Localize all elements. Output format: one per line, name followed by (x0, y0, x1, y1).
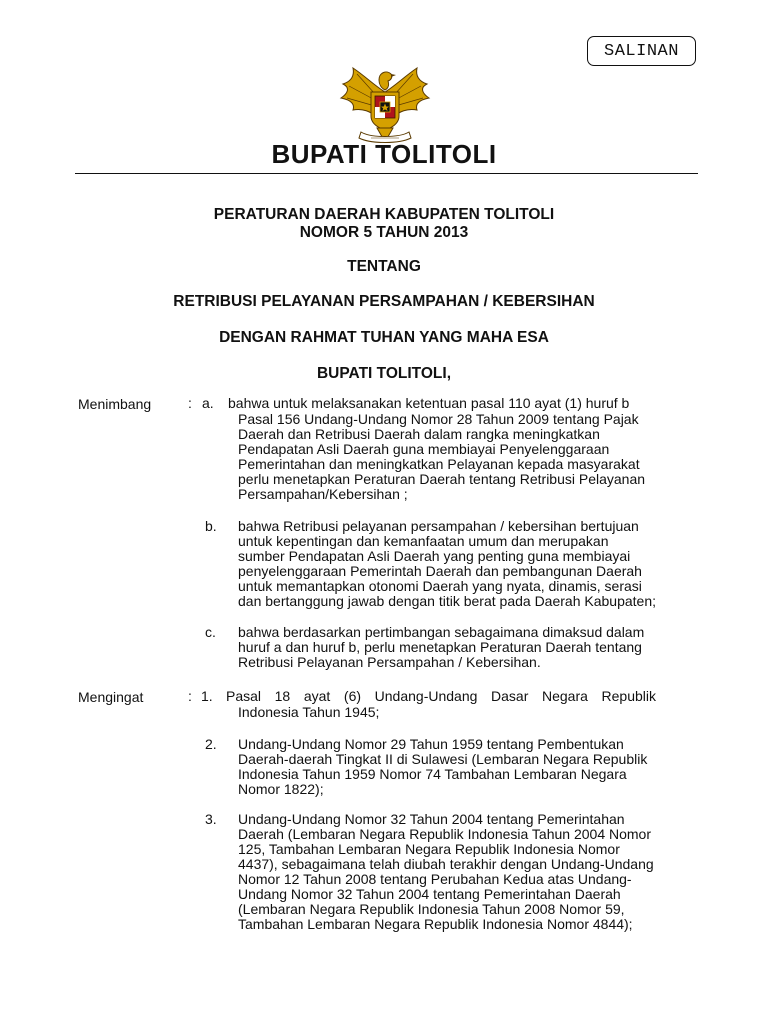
item-marker: 3. (205, 811, 217, 827)
item-line: Nomor 12 Tahun 2008 tentang Perubahan Kedua atas Undang- (238, 871, 632, 887)
item-line: (Lembaran Negara Republik Indonesia Tahun 2008 Nomor 59, (238, 901, 625, 917)
item-marker: b. (205, 518, 217, 534)
item-line: Daerah-daerah Tingkat II di Sulawesi (Lembaran Negara Republik (238, 751, 648, 767)
item-marker: 1. (201, 688, 213, 704)
menimbang-label: Menimbang (78, 396, 152, 412)
item-line: Indonesia Tahun 1959 Nomor 74 Tambahan Lembaran Negara (238, 766, 627, 782)
item-line: Tambahan Lembaran Negara Republik Indonesia Nomor 4844); (238, 916, 633, 932)
page-title: BUPATI TOLITOLI (271, 139, 497, 169)
item-marker: c. (205, 624, 216, 640)
item-line: Pemerintahan dan meningkatkan Pelayanan kepada masyarakat (238, 456, 640, 472)
regulation-title: PERATURAN DAERAH KABUPATEN TOLITOLI (213, 206, 555, 223)
item-line: sumber Pendapatan Asli Daerah yang penting guna membiayai (238, 548, 631, 564)
authority-line: BUPATI TOLITOLI, (316, 365, 452, 382)
item-line: Pasal 156 Undang-Undang Nomor 28 Tahun 2009 tentang Pajak (238, 411, 639, 427)
section-colon: : (188, 688, 192, 704)
item-line: 4437), sebagaimana telah diubah terakhir dengan Undang-Undang (238, 856, 654, 872)
item-line: Undang-Undang Nomor 32 Tahun 2004 tentang Pemerintahan (238, 811, 625, 827)
item-line: Retribusi Pelayanan Persampahan / Kebersihan. (238, 654, 541, 670)
item-line: Daerah dan Retribusi Daerah dalam rangka meningkatkan (238, 426, 600, 442)
item-line: untuk memantapkan otonomi Daerah yang nyata, dinamis, serasi (238, 578, 642, 594)
item-marker: a. (202, 395, 214, 411)
mengingat-label: Mengingat (78, 689, 144, 705)
item-line: perlu menetapkan Peraturan Daerah tentang Retribusi Pelayanan (238, 471, 646, 487)
item-line: bahwa Retribusi pelayanan persampahan / kebersihan bertujuan (238, 518, 639, 534)
title-divider (75, 173, 698, 174)
item-line: huruf a dan huruf b, perlu menetapkan Peraturan Daerah tentang (238, 639, 642, 655)
regulation-subject: RETRIBUSI PELAYANAN PERSAMPAHAN / KEBERSIHAN (173, 293, 595, 310)
about-heading: TENTANG (347, 258, 421, 275)
item-line: untuk kepentingan dan kemanfaatan umum dan merupakan (238, 533, 609, 549)
item-line: Daerah (Lembaran Negara Republik Indonesia Tahun 2004 Nomor (238, 826, 651, 842)
item-line: Indonesia Tahun 1945; (238, 704, 380, 720)
item-line: penyelenggaraan Pemerintah Daerah dan pembangunan Daerah (238, 563, 642, 579)
garuda-emblem-icon (335, 58, 435, 148)
item-line: 125, Tambahan Lembaran Negara Republik Indonesia Nomor (238, 841, 620, 857)
item-line: Persampahan/Kebersihan ; (238, 486, 408, 502)
item-first-line: bahwa untuk melaksanakan ketentuan pasal 110 ayat (1) huruf b (228, 395, 630, 411)
salinan-stamp: SALINAN (587, 36, 696, 66)
section-colon: : (188, 395, 192, 411)
item-line: dan bertanggung jawab dengan titik berat pada Daerah Kabupaten; (238, 593, 656, 609)
item-line: Nomor 1822); (238, 781, 324, 797)
regulation-number: NOMOR 5 TAHUN 2013 (299, 224, 469, 241)
item-line: bahwa berdasarkan pertimbangan sebagaimana dimaksud dalam (238, 624, 645, 640)
item-marker: 2. (205, 736, 217, 752)
item-line: Pendapatan Asli Daerah guna membiayai Penyelenggaraan (238, 441, 610, 457)
blessing-line: DENGAN RAHMAT TUHAN YANG MAHA ESA (219, 329, 549, 346)
item-first-line: Pasal 18 ayat (6) Undang-Undang Dasar Negara Republik (226, 688, 656, 704)
item-line: Undang Nomor 32 Tahun 2004 tentang Pemerintahan Daerah (238, 886, 621, 902)
item-line: Undang-Undang Nomor 29 Tahun 1959 tentang Pembentukan (238, 736, 624, 752)
